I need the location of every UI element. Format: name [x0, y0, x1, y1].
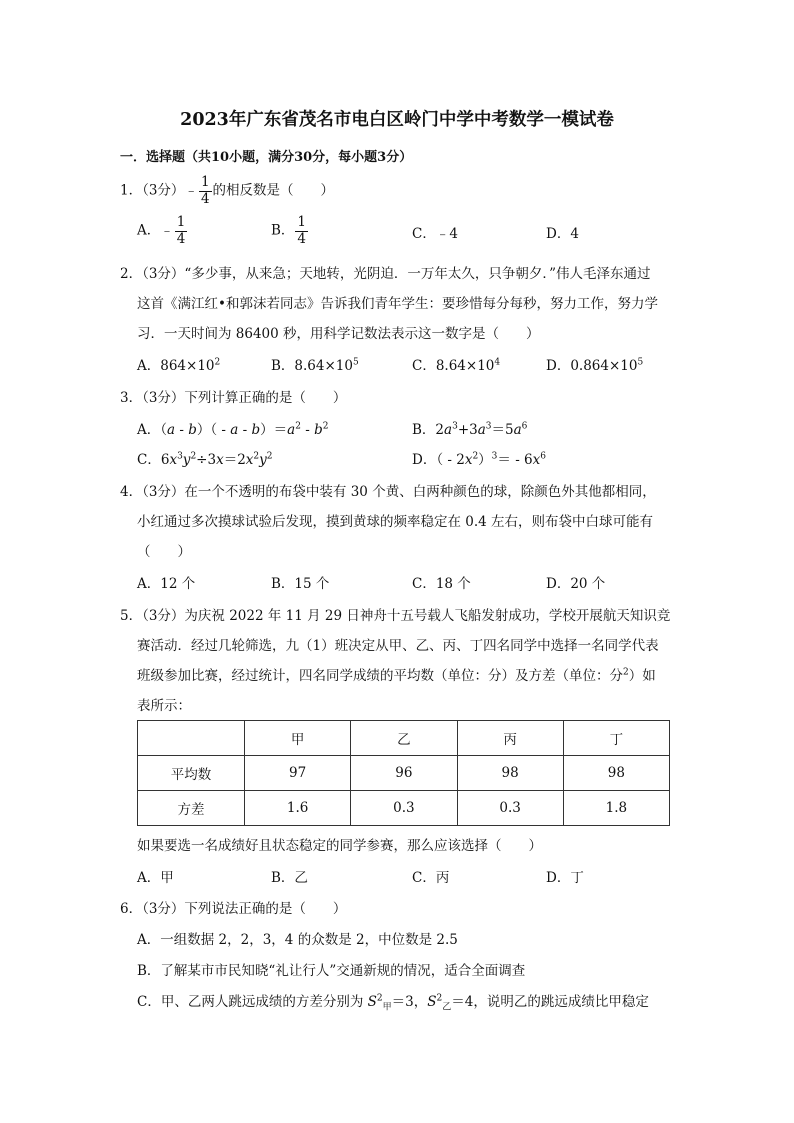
q2-option-a: A．$864\times 10^2$	[137, 357, 221, 374]
table-cell: 98	[563, 756, 669, 791]
table-cell: 0.3	[351, 791, 457, 826]
table-cell: 1.8	[563, 791, 669, 826]
q1-option-a: A．﹣ $\frac{1}{4}$	[137, 214, 186, 247]
question-6-stem: 6．（3分）下列说法正确的是（ ）	[120, 901, 347, 917]
scores-table	[137, 720, 670, 826]
question-2-line-2: 这首《满江红•和郭沫若同志》告诉我们青年学生：要珍惜每分每秒，努力工作，努力学	[137, 296, 658, 312]
page-title: 2023年广东省茂名市电白区岭门中学中考数学一模试卷	[180, 110, 614, 130]
q3-option-b: B．$2a^3+3a^3=5a^6$	[412, 421, 528, 438]
q4-option-a: A．12 个	[137, 576, 196, 592]
q4-option-b: B．15 个	[271, 576, 330, 592]
q6-option-a: A．一组数据 2，2，3，4 的众数是 2，中位数是 2.5	[137, 932, 458, 948]
question-2-line-3: 习．一天时间为 86400 秒，用科学记数法表示这一数字是（ ）	[137, 326, 540, 342]
table-cell: 平均数	[138, 756, 245, 791]
fraction: $\frac{1}{4}$	[200, 174, 210, 207]
question-4-line-2: 小红通过多次摸球试验后发现，摸到黄球的频率稳定在 0.4 左右，则布袋中白球可能有	[137, 514, 654, 530]
question-1-stem: 1．（3分）﹣ $\frac{1}{4}$ 的相反数是（ ）	[120, 174, 335, 207]
question-5-line-4: 表所示：	[137, 698, 191, 714]
table-cell: 甲	[245, 721, 351, 756]
q5-option-a: A．甲	[137, 870, 174, 886]
question-5-after-table: 如果要选一名成绩好且状态稳定的同学参赛，那么应该选择（ ）	[137, 838, 542, 854]
table-header-row	[138, 721, 670, 756]
table-row	[138, 791, 670, 826]
q5-option-b: B．乙	[271, 870, 308, 886]
section-heading: 一．选择题（共10小题，满分30分，每小题3分）	[120, 150, 413, 165]
q5-option-c: C．丙	[412, 870, 450, 886]
table-cell: 方差	[138, 791, 245, 826]
q1-option-c: C．﹣4	[412, 226, 458, 242]
table-cell: 丙	[457, 721, 563, 756]
q1-option-b: B． $\frac{1}{4}$	[271, 214, 307, 247]
question-4-line-1: 4．（3分）在一个不透明的布袋中装有 30 个黄、白两种颜色的球，除颜色外其他都相同，	[120, 484, 656, 500]
question-5-line-3: 班级参加比赛，经过统计，四名同学成绩的平均数（单位：分）及方差（单位：分$^2$）如	[137, 667, 656, 684]
question-2-line-1: 2．（3分）“多少事，从来急；天地转，光阴迫．一万年太久，只争朝夕．”伟人毛泽东通过	[120, 266, 651, 282]
q1-option-d: D．4	[546, 226, 579, 242]
q3-option-d: D．（ - $2x^2)^3= - 6x^6$	[412, 451, 546, 468]
table-cell: 98	[457, 756, 563, 791]
table-cell: 丁	[563, 721, 669, 756]
q4-option-c: C．18 个	[412, 576, 471, 592]
table-cell: 1.6	[245, 791, 351, 826]
question-5-line-2: 赛活动．经过几轮筛选，九（1）班决定从甲、乙、丙、丁四名同学中选择一名同学代表	[137, 638, 659, 654]
q6-option-b: B．了解某市市民知晓“礼让行人”交通新规的情况，适合全面调查	[137, 963, 526, 979]
table-row	[138, 756, 670, 791]
question-3-stem: 3．（3分）下列计算正确的是（ ）	[120, 390, 347, 406]
table-cell	[138, 721, 245, 756]
q2-option-c: C．$8.64\times 10^4$	[412, 357, 501, 374]
q3-option-a: A．$(a - b)( - a - b)=a^2 - b^2$	[137, 421, 329, 438]
fraction: $\frac{1}{4}$	[176, 214, 186, 247]
table-cell: 乙	[351, 721, 457, 756]
q2-option-b: B．$8.64\times 10^5$	[271, 357, 359, 374]
q4-option-d: D．20 个	[546, 576, 606, 592]
q6-option-c: C．甲、乙两人跳远成绩的方差分别为 $S^2_甲=3$，$S^2_乙=4$，说明乙的跳远成绩比甲稳定	[137, 993, 649, 1013]
table-cell: 97	[245, 756, 351, 791]
q2-option-d: D．$0.864\times 10^5$	[546, 357, 644, 374]
q3-option-c: C．$6x^3y^2\div 3x=2x^2y^2$	[137, 451, 273, 468]
fraction: $\frac{1}{4}$	[297, 214, 307, 247]
table-cell: 0.3	[457, 791, 563, 826]
question-5-line-1: 5．（3分）为庆祝 2022 年 11 月 29 日神舟十五号载人飞船发射成功，学校开展航天知识竞	[120, 608, 671, 624]
table-cell: 96	[351, 756, 457, 791]
question-4-line-3: （ ）	[137, 544, 191, 560]
q5-option-d: D．丁	[546, 870, 584, 886]
